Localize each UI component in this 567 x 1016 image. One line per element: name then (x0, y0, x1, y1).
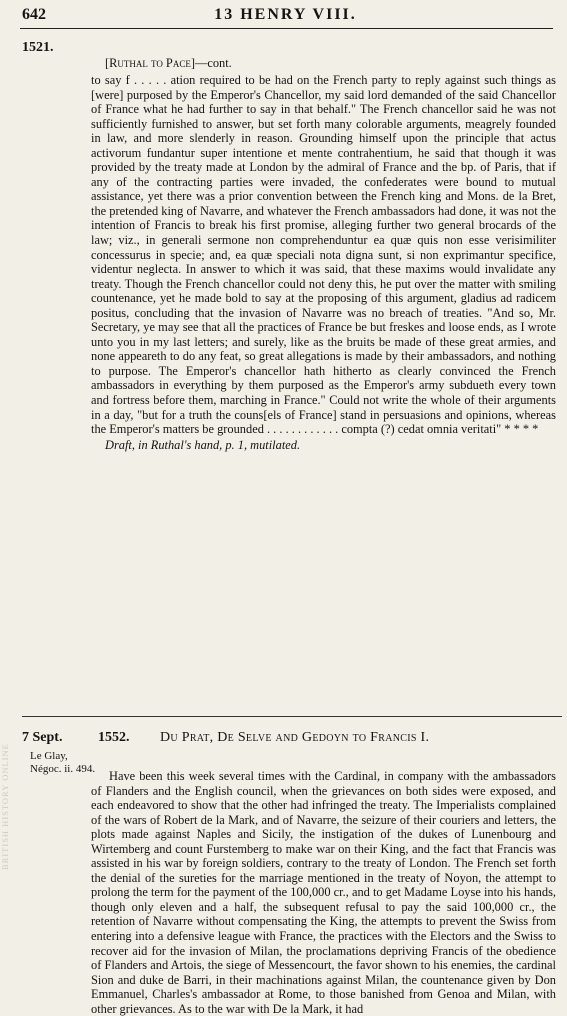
heading-suffix: ]—cont. (190, 56, 232, 70)
entry-number: 1552. (98, 730, 130, 745)
entry-body: to say f . . . . . ation required to be had on the French party to reply against such things as [were] purposed by the Emperor's Chancellor, my said lord demanded of the said Chancellor of France what he had further to say in that behalf." The French chancellor said he was not sufficiently furnished to answer, but set forth many colorable arguments, meagrely founded in law, and more slenderly in reason. Grounding himself upon the principle that actus activorum fundantur super intentione et mente contrahentium, he said that though it was provided by the treaty made at London by the admiral of France and the bp. of Paris, that if any of the contracting parties were invaded, the confederates were bound to mutual assistance, yet there was a prior convention between the French king and Mons. de la Bret, the pretended king of Navarre, and whatever the French ambassadors had done, it was not the intention of Francis to break his first promise, alleging further two general brocards of the law; viz., in generali sermone non comprehenduntur ea quæ quis non esse verisimiliter concessurus in specie; and, ea quæ speciali nota digna sunt, si non exprimantur specifice, videntur neglecta. In answer to which it was said, that these maxims would invalidate any treaty. Though the French chancellor could not deny this, he put over the matter with smiling countenance, yet he made bold to say at the proposing of this argument, gladius ad radicem positus, concluding that the invasion of Navarre was no breach of treaties. "And so, Mr. Secretary, ye may see that all the practices of France be but freskes and loose ends, as I wrote unto you in my last letters; and surely, like as the bruits be made of these great armies, and none appeareth to do any feat, so great allegations is made by their ambassadors, and nothing to purpose. The Emperor's chancellor hath hitherto as clearly convinced the French ambassadors in everything by them purposed as the Emperor's army subdueth every town and fortress before them, marching in France." Could not write the whole of their arguments in a day, "but for a truth the couns[els of France] stand in persuasions and opinions, whereas the Emperor's matters be grounded . . . . . . . . . . . . compta (?) cedat omnia veritati" * * * * (91, 73, 556, 437)
reference-line: Le Glay, (30, 750, 68, 762)
entry-heading (105, 56, 556, 71)
heading-names: Ruthal to Pace (109, 56, 191, 70)
page-number: 642 (22, 6, 46, 23)
entry-year: 1521. (22, 40, 54, 55)
entry-letter (91, 750, 556, 1016)
heading-prefix: [ (105, 56, 110, 70)
entry-body: Have been this week several times with the Cardinal, in company with the ambassadors of Flanders and the English council, when the grievances on both sides were exposed, and each endeavored to show that the other had infringed the treaty. The Imperialists complained of the wars of Robert de la Mark, and of Navarre, the seizure of their couriers and letters, the plots made against Naples and Sicily, the instigation of the dukes of Lunenbourg and Wirtemberg and count Furstemberg to make war on their King, and the fact that Francis was assisted in his war by foreign soldiers, contrary to the treaty of London. The French set forth the denial of the sureties for the marriage mentioned in the treaty of Noyon, the attempt to prolong the term for the payment of the 100,000 cr., and to get Madame Loyse into his hands, though only eleven and a half, the subsequent refusal to pay the said 100,000 cr., the retention of Navarre without compensating the King, the attempts to prevent the Swiss from entering into a defensive league with France, the practices with the Electors and the Swiss to recover aid for the invasion of Milan, the proclamations depriving Francis of the obedience of Flanders and Artois, the siege of Messencourt, the favor shown to his enemies, the cardinal Sion and duke de Barri, in their machinations against Milan, the countenance given by Don Emmanuel, Charles's ambassador at Rome, to those banished from Genoa and Milan, with other grievances. As to the war with De la Mark, it had (91, 769, 556, 1016)
running-header (22, 6, 549, 28)
header-rule (20, 28, 553, 29)
entry-date: 7 Sept. (22, 730, 63, 745)
entry-title: Du Prat, De Selve and Gedoyn to Francis I. (160, 730, 430, 745)
source-note: Draft, in Ruthal's hand, p. 1, mutilated. (105, 437, 301, 452)
entry-continued (91, 56, 556, 453)
reference-line: Négoc. ii. 494. (30, 763, 96, 775)
watermark: BRITISH HISTORY ONLINE (0, 743, 10, 870)
running-title: 13 HENRY VIII. (214, 6, 357, 23)
entry-divider (22, 716, 562, 717)
